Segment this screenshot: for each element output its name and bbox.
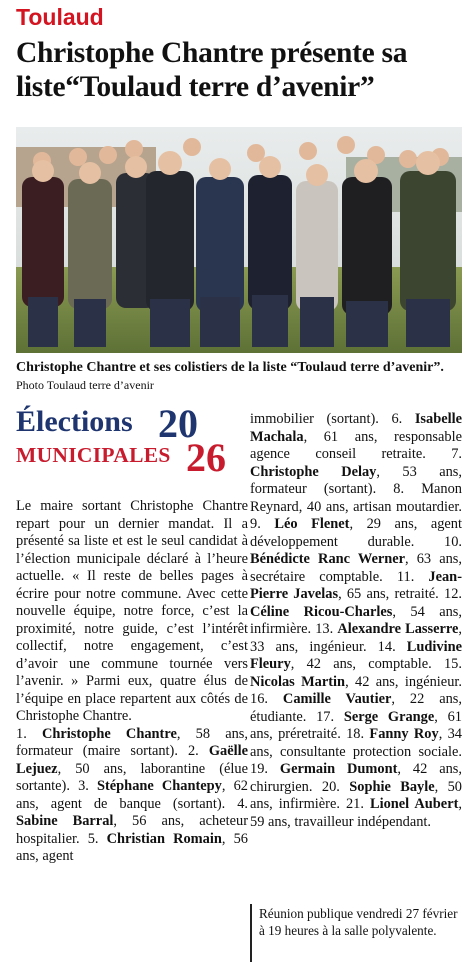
candidate-item: 14. Ludivine Fleury, 42 ans, comptable. — [250, 638, 462, 672]
candidate-list-right — [250, 411, 462, 831]
section-kicker: Toulaud — [16, 4, 104, 30]
logo-year-26: 26 — [186, 435, 226, 473]
candidate-item: 4. Sabine Barral, 56 ans, acheteur hospitalier. — [16, 795, 248, 847]
article-column-left — [16, 498, 248, 866]
candidate-item: 5. Christian Romain, 56 ans, agent — [16, 830, 248, 864]
candidate-item: 7. Christophe Delay, 53 ans, formateur (sortant). — [250, 446, 463, 497]
info-rule — [250, 904, 252, 962]
candidate-item: 10. Bénédicte Ranc Werner, 63 ans, secrétaire comptable. — [250, 533, 462, 585]
candidate-list-left — [16, 726, 248, 866]
candidate-item: 12. Céline Ricou-Charles, 54 ans, infirmière. — [250, 586, 463, 637]
headline: Christophe Chantre présente sa liste“Toulaud terre d’avenir” — [16, 37, 408, 103]
candidate-item: 17. Serge Grange, 61 ans, préretraité. — [250, 708, 462, 742]
candidate-item: 9. Léo Flenet, 29 ans, agent développement durable. — [250, 516, 462, 550]
candidate-item: 8. Manon Reynard, 40 ans, artisan moutardier. — [250, 481, 462, 515]
logo-year — [158, 403, 240, 473]
candidate-item: 20. Sophie Bayle, 50 ans, infirmière. — [250, 778, 462, 812]
caption-text: Christophe Chantre et ses colistiers de la liste “Toulaud terre d’avenir”. — [16, 360, 444, 375]
meeting-info: Réunion publique vendredi 27 février à 19 heures à la salle polyvalente. — [259, 906, 458, 939]
candidate-item: 3. Stéphane Chantepy, 62 ans, agent de banque (sortant). — [16, 778, 248, 812]
photo-caption — [16, 359, 462, 394]
group-photo — [16, 127, 462, 353]
article-column-right — [250, 411, 462, 831]
candidate-item: 18. Fanny Roy, 34 ans, consultante protection sociale. — [250, 726, 462, 760]
candidate-item: 13. Alexandre Lasserre, 33 ans, ingénieur. — [250, 621, 462, 655]
candidate-item: 6. Isabelle Machala, 61 ans, responsable agence conseil retraite. — [250, 411, 462, 462]
candidate-item: 16. Camille Vautier, 22 ans, étudiante. — [250, 691, 462, 725]
candidate-item: 2. Gaëlle Lejuez, 50 ans, laborantine (élue sortante). — [16, 743, 248, 794]
candidate-item: 15. Nicolas Martin, 42 ans, ingénieur. — [250, 656, 462, 690]
candidate-item: 1. Christophe Chantre, 58 ans, formateur (maire sortant). — [16, 725, 248, 759]
elections-logo — [16, 405, 238, 477]
candidate-item: 21. Lionel Aubert, 59 ans, travailleur indépendant. — [250, 796, 462, 830]
candidate-item: 11. Jean-Pierre Javelas, 65 ans, retraité. — [250, 568, 462, 602]
candidate-item: immobilier (sortant). — [250, 411, 379, 427]
logo-line2: MUNICIPALES — [16, 443, 171, 467]
logo-year-20: 20 — [158, 403, 198, 446]
article-intro: Le maire sortant Christophe Chantre repart pour un dernier mandat. Il a présenté sa liste et est le seul candidat à l’élection municipale déclaré à l’heure actuelle. « Il reste de belles pages à écrire pour notre commune. Avec cette nouvelle équipe, notre force, c’est la proximité, notre guide, c’est l’intérêt collectif, notre engagement, c’est d’avoir une commune tournée vers l’avenir. » Parmi eux, quatre élus de l’équipe en place repartent aux côtés de Christophe Chantre. — [16, 498, 248, 724]
logo-line1: Élections — [16, 405, 133, 438]
candidate-item: 19. Germain Dumont, 42 ans, chirurgien. — [250, 761, 462, 795]
photo-credit: Photo Toulaud terre d’avenir — [16, 377, 154, 392]
